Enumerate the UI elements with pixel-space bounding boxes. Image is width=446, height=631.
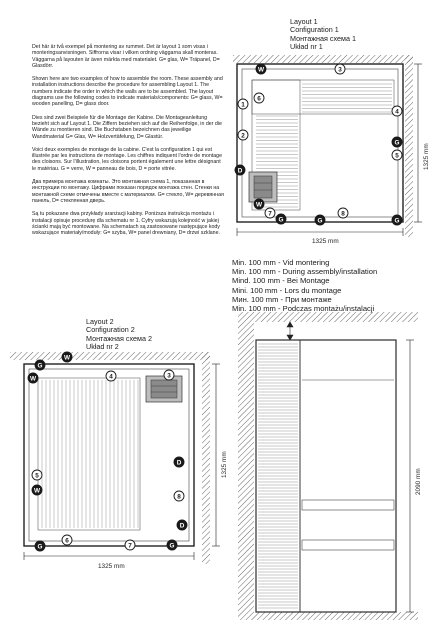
svg-text:G: G	[37, 362, 43, 370]
layout1-dim-width-line	[237, 228, 403, 236]
layout1-dim-height-line	[414, 64, 422, 222]
svg-text:4: 4	[395, 108, 399, 116]
layout2-marker	[125, 540, 135, 550]
layout2-stove	[146, 376, 182, 402]
svg-text:G: G	[37, 543, 43, 551]
layout2-marker	[28, 373, 38, 383]
layout2-marker	[32, 470, 42, 480]
layout2-title-line: Layout 2	[86, 317, 114, 326]
layout1-title-line: Configuration 1	[290, 25, 339, 35]
svg-text:5: 5	[395, 152, 399, 160]
layout2-bench	[38, 378, 140, 530]
layout2-wall-right	[202, 352, 210, 564]
layout1-marker	[254, 93, 264, 103]
layout1-marker	[235, 165, 245, 175]
elevation-ceiling-hatch	[238, 312, 418, 322]
layout2-marker	[174, 457, 184, 467]
svg-text:3: 3	[167, 372, 171, 380]
layout1-title-line: Układ nr 1	[290, 42, 323, 52]
layout1-marker	[392, 106, 402, 116]
layout1-marker	[254, 199, 264, 209]
layout2-marker	[177, 520, 187, 530]
layout2-marker	[174, 491, 184, 501]
layout1-marker	[392, 150, 402, 160]
elevation-wall-hatch	[238, 322, 254, 612]
layout1-title-line: Layout 1	[290, 17, 318, 26]
layout1-stove	[249, 172, 277, 202]
elevation-glass-panel	[300, 340, 396, 612]
clearance-line: Min. 100 mm - Vid montering	[232, 258, 330, 267]
layout2-marker	[106, 371, 116, 381]
svg-text:G: G	[317, 217, 323, 225]
layout1-marker	[338, 208, 348, 218]
svg-text:G: G	[169, 542, 175, 550]
layout1-dim-height-label: 1325 mm	[423, 143, 430, 170]
svg-text:W: W	[257, 66, 265, 74]
svg-text:D: D	[237, 167, 243, 175]
clearance-line: Mind. 100 mm - Bei Montage	[232, 276, 330, 286]
svg-text:D: D	[179, 522, 185, 530]
layout1-marker	[238, 130, 248, 140]
layout2-dim-height-label: 1325 mm	[221, 451, 228, 478]
clearance-line: Min. 100 mm - During assembly/installation	[232, 267, 378, 277]
layout2-title-line: Configuration 2	[86, 325, 135, 335]
layout2-marker	[35, 360, 45, 370]
svg-text:W: W	[29, 375, 37, 383]
svg-text:3: 3	[338, 66, 342, 74]
clearance-line: Мин. 100 mm - При монтаже	[232, 294, 332, 304]
svg-text:D: D	[176, 459, 182, 467]
layout1-title-line: Монтажная схема 1	[290, 33, 356, 43]
clearance-line: Mini. 100 mm - Lors du montage	[232, 285, 342, 295]
intro-russian: Два примера монтажа комнаты. Это монтажная схема 1, показанная в инструкции по монтажу. Цифрами показан порядок монтажа стен. Стенки на монтажной схеме отмечены вместе с материалом. G= стекло, W= деревянная панель, D= стеклянная дверь.	[32, 179, 224, 204]
layout2-title-line: Układ nr 2	[86, 342, 119, 352]
clearance-line: Min. 100 mm - Podczas montażu/instalacji	[232, 304, 375, 314]
clearance-notes	[232, 258, 377, 313]
layout2-dim-width-label: 1325 mm	[98, 563, 125, 570]
layout1-dim-width-label: 1325 mm	[312, 238, 339, 245]
layout2-dim-height-line	[212, 364, 220, 546]
elevation-dim-height-label: 2090 mm	[415, 468, 422, 495]
elevation-clearance-arrow	[287, 322, 293, 340]
svg-text:6: 6	[65, 537, 69, 545]
layout1-marker	[256, 64, 266, 74]
layout1-marker	[392, 137, 402, 147]
layout2-marker	[62, 352, 72, 362]
svg-text:6: 6	[257, 95, 261, 103]
svg-text:4: 4	[109, 373, 113, 381]
svg-text:7: 7	[128, 542, 132, 550]
svg-text:G: G	[278, 216, 284, 224]
svg-text:7: 7	[268, 210, 272, 218]
elevation-door-slats	[258, 344, 298, 608]
layout2-marker	[167, 540, 177, 550]
svg-text:G: G	[394, 217, 400, 225]
svg-text:5: 5	[35, 472, 39, 480]
intro-polish: Są tu pokazane dwa przykłady aranżacji kabiny. Poniższa instrukcja montażu i instalacji opisuje procedurę dla schematu nr 1. Cyfry wskazują kolejność w jakiej ścianki mają być montowane. Na schematach są zastosowane następujące kody wskazujące materiały/moduły: G= szyba, W= panel drewniany, D= drzwi szklane.	[32, 211, 220, 237]
intro-swedish: Det här är två exempel på montering av rummet. Det är layout 1 som visas i monteringsanvisningen. Siffrorna visar i vilken ordning väggarna skall monteras. Väggarna på layouten är även märkta med materialet. G= glas, W= Träpanel, D= Glasdörr.	[32, 44, 220, 69]
elevation-dim-height-line	[406, 340, 414, 612]
layout2-marker	[164, 370, 174, 380]
intro-french: Voici deux exemples de montage de la cabine. C'est la configuration 1 qui est illustrée par les instructions de montage. Les chiffres indiquent l'ordre de montage des cloisons. Sur l'illustration, les cloisons portent également une lettre désignant le matériau. G = verre, W = panneau de bois, D = porte vitrée.	[32, 146, 223, 172]
layout1-marker	[265, 208, 275, 218]
intro-german: Dies sind zwei Beispiele für die Montage der Kabine. Die Montageanleitung bezieht sich auf Layout 1. Die Ziffern beziehen sich auf die Reihenfolge, in der die Wände zu montieren sind. Die Buchstaben bezeichnen das jeweilige Wandmaterial G= Glas, W= Holzvertäfelung, D= Glastür.	[32, 114, 222, 140]
elevation-floor-hatch	[238, 612, 418, 620]
layout2-bench-slats	[42, 380, 138, 528]
layout1-wall-top	[233, 55, 413, 63]
svg-text:W: W	[33, 487, 41, 495]
layout2-dim-width-line	[24, 552, 194, 560]
svg-text:1: 1	[241, 101, 245, 109]
svg-text:2: 2	[241, 132, 245, 140]
layout2-title-line: Монтажная схема 2	[86, 333, 152, 343]
layout1-marker	[276, 214, 286, 224]
layout2-marker	[32, 485, 42, 495]
svg-text:W: W	[63, 354, 71, 362]
layout2-marker	[62, 535, 72, 545]
layout2-wall-top	[10, 352, 210, 360]
layout1-marker	[335, 64, 345, 74]
layout1-wall-right	[405, 55, 413, 237]
layout1-markers	[235, 64, 402, 225]
svg-text:W: W	[255, 201, 263, 209]
svg-text:G: G	[394, 139, 400, 147]
layout1-marker	[392, 215, 402, 225]
intro-english: Shown here are two examples of how to assemble the room. These assembly and installation instructions describe the procedure for assembling Layout 1. The numbers indicate the order in which the walls are to be assembled. The layout diagrams use the following codes to indicate materials/components: G= glass, W= wooden panelling, D= glass door.	[32, 76, 223, 108]
svg-text:8: 8	[341, 210, 345, 218]
layout2-title	[86, 318, 152, 352]
layout1-marker	[315, 215, 325, 225]
elevation-benches	[302, 380, 394, 550]
layout1-marker	[238, 99, 248, 109]
layout2-marker	[35, 541, 45, 551]
svg-text:8: 8	[177, 493, 181, 501]
